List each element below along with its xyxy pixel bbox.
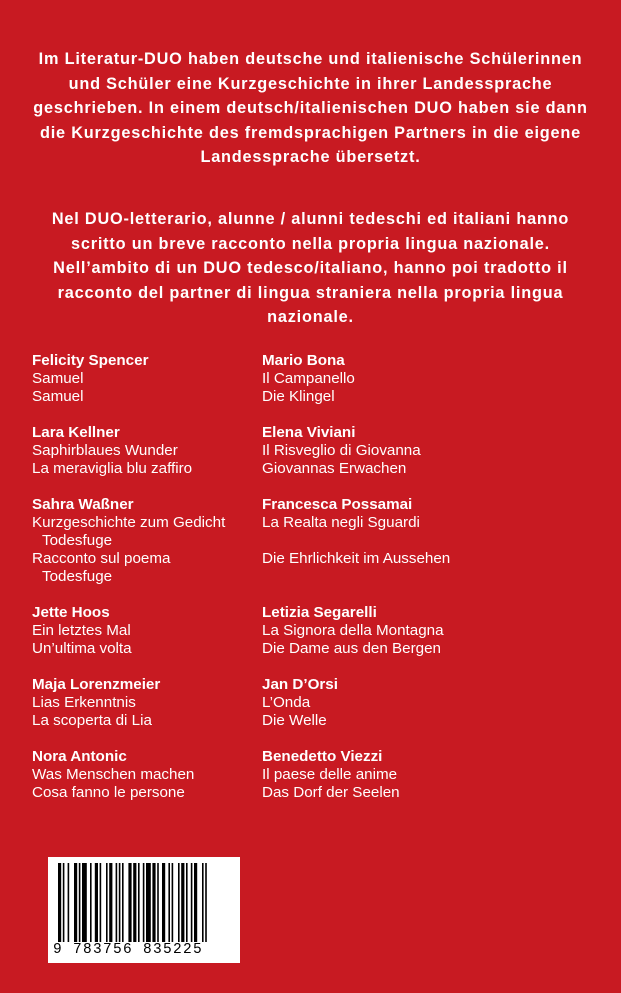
barcode-bar [128,863,131,943]
barcode-bar [109,863,112,943]
story-title: Lias Erkenntnis [32,694,136,711]
barcode-bar [100,863,102,943]
author-name: Jan D’Orsi [262,676,338,693]
author-name: Maja Lorenzmeier [32,676,161,693]
barcode-bar [63,863,65,943]
barcode-bar [194,863,197,943]
author-entry [32,676,292,730]
author-entry [262,352,522,406]
story-title: Il paese delle anime [262,766,398,783]
barcode-bar [106,863,108,943]
author-entry [32,424,292,478]
barcode-bar [138,863,140,943]
story-title: Saphirblaues Wunder [32,442,178,459]
isbn-number: 9 783756 835225 [53,942,239,958]
barcode-bar [95,863,98,943]
author-name: Felicity Spencer [32,352,149,369]
barcode-bar [79,863,81,943]
story-title: Die Welle [262,712,327,729]
story-title: Il Campanello [262,370,355,387]
story-title: La Signora della Montagna [262,622,444,639]
barcode-bar [205,863,207,943]
story-title-continued: Todesfuge [42,532,113,549]
author-entry [32,496,292,586]
story-title: L’Onda [262,694,311,711]
story-title: Kurzgeschichte zum Gedicht [32,514,226,531]
author-entry [262,604,522,658]
story-title: Die Ehrlichkeit im Aussehen [262,550,451,567]
barcode-bar [133,863,136,943]
barcode-bar [119,863,121,943]
author-name: Francesca Possamai [262,496,413,513]
author-entry [262,748,522,802]
author-name: Jette Hoos [32,604,110,621]
story-title: Giovannas Erwachen [262,460,407,477]
author-name: Benedetto Viezzi [262,748,383,765]
barcode-bar [168,863,170,943]
barcode-bar [157,863,159,943]
barcode-bar [74,863,77,943]
story-title: Samuel [32,370,84,387]
barcode-bar [143,863,145,943]
isbn-barcode [48,857,240,963]
barcode-bar [116,863,118,943]
author-entry [32,604,292,658]
story-title: La Realta negli Sguardi [262,514,420,531]
story-title-continued: Todesfuge [42,568,113,585]
author-entry [262,424,522,478]
story-title: La scoperta di Lia [32,712,152,729]
barcode-bar [58,863,61,943]
author-name: Nora Antonic [32,748,127,765]
barcode-bar [191,863,193,943]
author-entry [32,352,292,406]
story-title: Das Dorf der Seelen [262,784,400,801]
barcode-bar [82,863,87,943]
author-entry [262,496,522,568]
story-title: Un’ultima volta [32,640,132,657]
story-title: Ein letztes Mal [32,622,131,639]
barcode-bar [152,863,155,943]
story-title: Racconto sul poema [32,550,171,567]
author-entry [262,676,522,730]
story-title: Il Risveglio di Giovanna [262,442,421,459]
intro-text-italian: Nel DUO-letterario, alunne / alunni tedeschi ed italiani hanno scritto un breve racconto nella propria lingua nazionale. Nell’ambito di un DUO tedesco/italiano, hanno poi tradotto il racconto del partner di lingua straniera nella propria lingua nazionale. [51,210,570,327]
author-name: Elena Viviani [262,424,356,441]
barcode-bar [162,863,165,943]
author-name: Lara Kellner [32,424,120,441]
barcode-bar [202,863,204,943]
barcode-bar [68,863,70,943]
author-name: Mario Bona [262,352,345,369]
barcode-bar [186,863,188,943]
story-title: Die Dame aus den Bergen [262,640,441,657]
barcode-bar [90,863,92,943]
author-entry [32,748,292,802]
author-name: Letizia Segarelli [262,604,377,621]
story-title: Cosa fanno le persone [32,784,185,801]
author-name: Sahra Waßner [32,496,134,513]
intro-text-german: Im Literatur-DUO haben deutsche und italienische Schülerinnen und Schüler eine Kurzgeschichte in ihrer Landessprache geschrieben. In einem deutsch/italienischen DUO haben sie dann die Kurzgeschichte des fremdsprachigen Partners in die eigene Landessprache übersetzt. [33,50,588,167]
barcode-bar [178,863,180,943]
story-title: Was Menschen machen [32,766,195,783]
barcode-bar [122,863,124,943]
barcode-bar [181,863,184,943]
story-title: Samuel [32,388,84,405]
story-title: Die Klingel [262,388,335,405]
barcode-bar [172,863,174,943]
story-title: La meraviglia blu zaffiro [32,460,193,477]
barcode-bar [146,863,151,943]
